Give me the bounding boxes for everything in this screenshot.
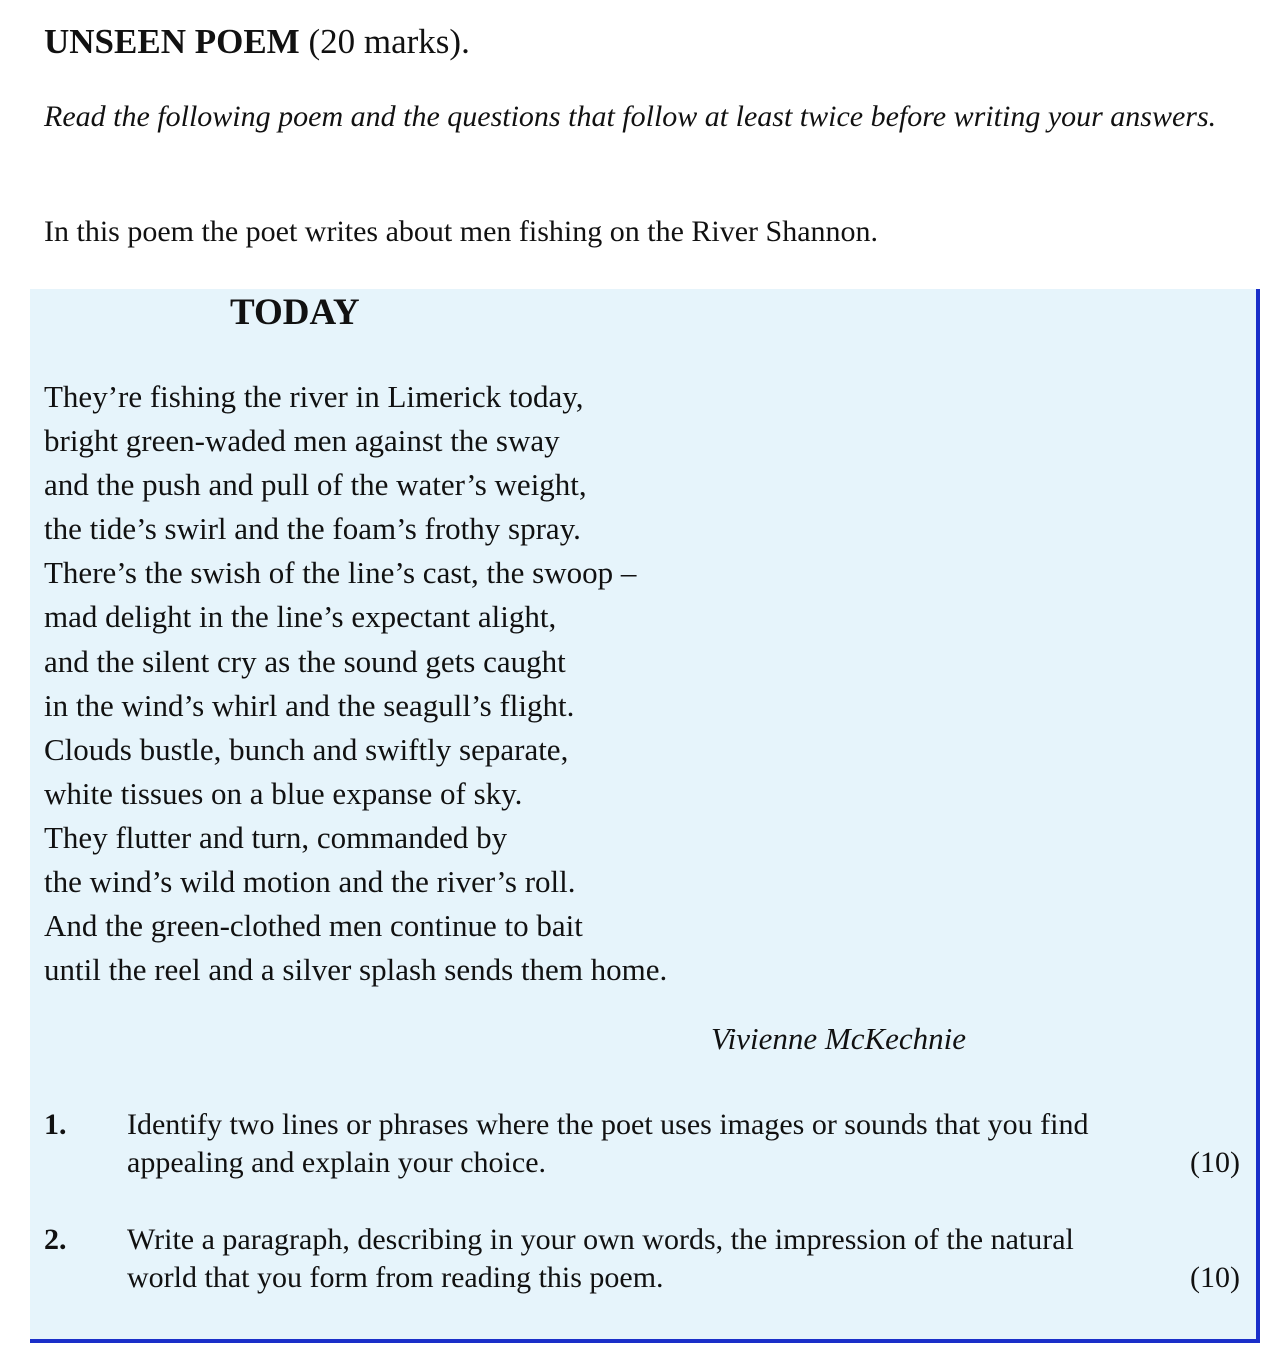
question-number: 1.	[44, 1108, 67, 1141]
question-text-line: world that you form from reading this poem.	[127, 1261, 664, 1294]
intro-text: In this poem the poet writes about men fishing on the River Shannon.	[44, 215, 879, 248]
question-marks: (10)	[1190, 1261, 1240, 1294]
question-marks: (10)	[1190, 1146, 1240, 1179]
poem-line: And the green-clothed men continue to bait	[44, 908, 583, 944]
instruction-text: Read the following poem and the questions that follow at least twice before writing your answers.	[44, 100, 1217, 133]
poem-line: and the push and pull of the water’s weight,	[44, 467, 587, 503]
poem-line: mad delight in the line’s expectant alight,	[44, 599, 557, 635]
poem-lines	[44, 375, 667, 992]
poem-line: until the reel and a silver splash sends them home.	[44, 952, 668, 988]
poem-line: Clouds bustle, bunch and swiftly separate,	[44, 731, 569, 767]
poem-line: in the wind’s whirl and the seagull’s flight.	[44, 687, 575, 723]
poem-line: bright green-waded men against the sway	[44, 423, 560, 459]
section-heading-title: UNSEEN POEM	[44, 22, 300, 61]
question-text	[127, 1106, 1203, 1182]
poem-line: white tissues on a blue expanse of sky.	[44, 775, 523, 811]
poem-title: TODAY	[230, 292, 360, 333]
poem-line: They flutter and turn, commanded by	[44, 819, 508, 855]
poem-author: Vivienne McKechnie	[711, 1021, 967, 1056]
poem-line: They’re fishing the river in Limerick today,	[44, 379, 584, 414]
section-heading	[44, 20, 470, 64]
question-text-line: Identify two lines or phrases where the poet uses images or sounds that you find	[127, 1108, 1089, 1141]
question-text-line: appealing and explain your choice.	[127, 1146, 547, 1179]
poem-line: There’s the swish of the line’s cast, the swoop –	[44, 555, 637, 591]
question-text	[127, 1221, 1203, 1297]
poem-box	[30, 289, 1260, 1343]
poem-line: and the silent cry as the sound gets caught	[44, 643, 566, 679]
poem-line: the tide’s swirl and the foam’s frothy spray.	[44, 511, 581, 547]
section-heading-marks: (20 marks).	[299, 22, 470, 61]
poem-line: the wind’s wild motion and the river’s roll.	[44, 864, 576, 900]
question-text-line: Write a paragraph, describing in your own words, the impression of the natural	[127, 1223, 1074, 1256]
question-number: 2.	[44, 1223, 67, 1256]
